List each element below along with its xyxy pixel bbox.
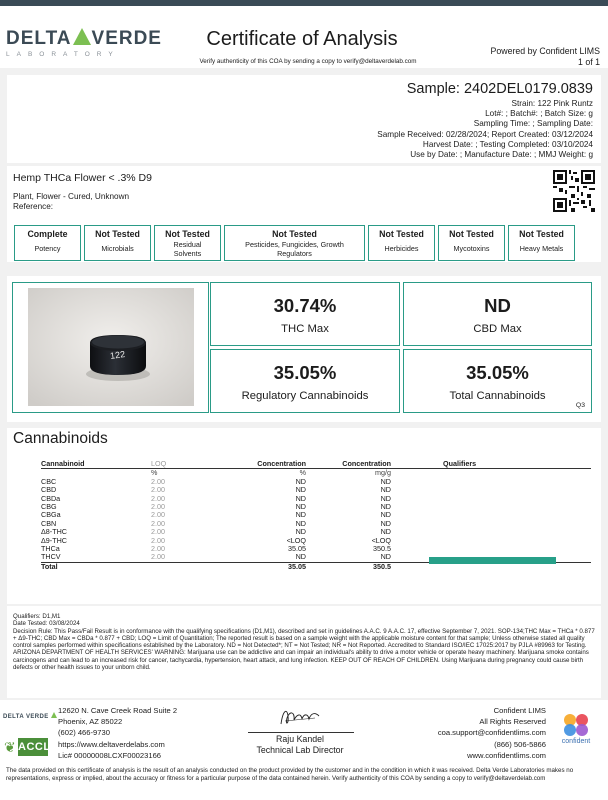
thc-max-label: THC Max xyxy=(281,323,329,335)
product-type-line: Plant, Flower - Cured, Unknown xyxy=(13,192,130,201)
test-label: Potency xyxy=(34,244,61,253)
sample-info-card xyxy=(7,75,601,163)
leaf-icon: ❦ xyxy=(4,739,16,755)
confident-logo-text: confident xyxy=(561,738,591,745)
logo-subtitle: LABORATORY xyxy=(6,51,120,58)
header xyxy=(0,6,608,68)
powered-by-text: Powered by Confident LIMS xyxy=(490,46,600,56)
cell-name: CBC xyxy=(41,476,57,486)
test-box-mycotoxins xyxy=(438,225,505,261)
col-loq: LOQ xyxy=(151,460,206,469)
signer-title: Technical Lab Director xyxy=(256,744,344,755)
thca-qualifier-bar xyxy=(429,557,556,564)
table-row xyxy=(41,478,591,486)
cell-loq: 2.00 xyxy=(151,535,165,545)
page-title: Certificate of Analysis xyxy=(206,28,398,50)
accl-accreditation-logo xyxy=(4,736,50,758)
cell-mg: 350.5 xyxy=(373,544,391,554)
cell-loq: 2.00 xyxy=(151,510,165,520)
cell-loq: 2.00 xyxy=(151,527,165,537)
cannabinoids-title: Cannabinoids xyxy=(13,430,108,447)
cell-name: Δ8-THC xyxy=(41,527,67,537)
cbd-max-label: CBD Max xyxy=(473,323,522,335)
footer xyxy=(0,700,608,764)
cell-pct: ND xyxy=(295,476,306,486)
delta-verde-logo xyxy=(6,28,162,58)
test-label: Herbicides xyxy=(384,244,419,253)
test-box-potency xyxy=(14,225,81,261)
product-name: Hemp THCa Flower < .3% D9 xyxy=(13,172,152,184)
cell-name: THCV xyxy=(41,552,61,562)
test-label: Residual Solvents xyxy=(173,240,202,258)
footer-logo-triangle-icon xyxy=(51,712,57,718)
table-row xyxy=(41,511,591,519)
notes xyxy=(13,613,597,671)
logo-text-left: DELTA xyxy=(6,28,72,49)
total-name: Total xyxy=(41,562,151,571)
cell-mg: ND xyxy=(380,476,391,486)
total-cannabinoids-value: 35.05% xyxy=(466,362,529,383)
powered-by xyxy=(490,46,600,68)
table-row xyxy=(41,503,591,511)
cell-qualifier xyxy=(391,520,591,528)
table-row xyxy=(41,528,591,536)
cell-loq: 2.00 xyxy=(151,502,165,512)
cell-mg: ND xyxy=(380,502,391,512)
table-row xyxy=(41,486,591,494)
cell-pct: 35.05 xyxy=(288,544,306,554)
sample-line: Lot#: ; Batch#: ; Batch Size: g xyxy=(485,109,593,119)
col-concentration-pct: Concentration xyxy=(206,460,306,469)
disclaimer xyxy=(0,764,608,800)
signer-block xyxy=(220,734,380,755)
cell-mg: ND xyxy=(380,485,391,495)
test-box-pesticides xyxy=(224,225,365,261)
date-tested-line: Date Tested: 03/08/2024 xyxy=(13,620,80,628)
test-label: Microbials xyxy=(101,244,134,253)
cell-qualifier xyxy=(391,495,591,503)
cell-mg: ND xyxy=(380,493,391,503)
cell-pct: ND xyxy=(295,510,306,520)
signature-line xyxy=(248,732,354,733)
col-cannabinoid: Cannabinoid xyxy=(41,460,151,469)
qr-code-icon[interactable] xyxy=(553,170,595,212)
col-qualifiers: Qualifiers xyxy=(391,460,591,469)
table-row xyxy=(41,545,591,553)
confident-logo-icon xyxy=(564,714,588,736)
cell-name: CBD xyxy=(41,485,57,495)
cell-pct: ND xyxy=(295,502,306,512)
lims-rights: All Rights Reserved xyxy=(479,717,546,727)
cell-qualifier xyxy=(391,486,591,494)
cell-qualifier xyxy=(391,511,591,519)
thc-max-value: 30.74% xyxy=(273,295,337,316)
cell-pct: ND xyxy=(295,527,306,537)
sample-id: Sample: 2402DEL0179.0839 xyxy=(406,81,593,97)
test-status: Not Tested xyxy=(95,229,140,239)
test-label: Mycotoxins xyxy=(453,244,490,253)
cell-mg: ND xyxy=(380,510,391,520)
sample-line: Sample Received: 02/28/2024; Report Created: 03/12/2024 xyxy=(377,129,593,139)
summary-card xyxy=(7,276,601,422)
sample-photo[interactable] xyxy=(28,288,194,406)
logo-text-right: VERDE xyxy=(91,28,162,49)
cell-name: THCa xyxy=(41,544,60,554)
footer-logo-text: DELTA VERDE xyxy=(3,714,49,720)
cell-qualifier xyxy=(391,478,591,486)
license-number: Lic# 00000008LCXF00023166 xyxy=(58,750,162,760)
cell-pct: ND xyxy=(295,518,306,528)
cell-mg: ND xyxy=(380,527,391,537)
test-box-microbials xyxy=(84,225,151,261)
cell-name: CBGa xyxy=(41,510,61,520)
cell-loq: 2.00 xyxy=(151,518,165,528)
test-label: Pesticides, Fungicides, Growth Regulators xyxy=(245,240,344,258)
cell-qualifier xyxy=(391,545,591,553)
cell-qualifier xyxy=(391,537,591,545)
signer-name: Raju Kandel xyxy=(276,734,324,744)
test-status: Not Tested xyxy=(272,229,317,239)
cell-loq: 2.00 xyxy=(151,485,165,495)
phone: (602) 466-9730 xyxy=(58,728,110,738)
cannabinoids-card xyxy=(7,428,601,604)
test-box-heavy-metals xyxy=(508,225,575,261)
accl-badge: ACCL xyxy=(18,738,48,756)
test-box-herbicides xyxy=(368,225,435,261)
cell-name: Δ9-THC xyxy=(41,535,67,545)
lims-phone: (866) 506-5866 xyxy=(494,739,546,749)
address-line: Phoenix, AZ 85022 xyxy=(58,717,123,727)
cell-pct: ND xyxy=(295,493,306,503)
test-status: Not Tested xyxy=(449,229,494,239)
cell-loq: 2.00 xyxy=(151,552,165,562)
regulatory-cannabinoids-box xyxy=(210,349,400,413)
test-status: Not Tested xyxy=(165,229,210,239)
cell-loq: 2.00 xyxy=(151,544,165,554)
test-status: Not Tested xyxy=(519,229,564,239)
cannabinoids-table xyxy=(41,460,591,571)
unit-pct: % xyxy=(299,468,306,478)
regulatory-cannabinoids-label: Regulatory Cannabinoids xyxy=(241,390,369,402)
cell-loq: 2.00 xyxy=(151,476,165,486)
cbd-max-box xyxy=(403,282,592,346)
cell-name: CBN xyxy=(41,518,57,528)
test-status: Complete xyxy=(27,229,68,239)
lims-name: Confident LIMS xyxy=(493,706,546,715)
signature-image xyxy=(275,704,325,730)
sample-line: Sampling Time: ; Sampling Date: xyxy=(473,119,593,129)
total-mg: 350.5 xyxy=(306,562,391,571)
cell-pct: ND xyxy=(295,485,306,495)
jar-label: 122 xyxy=(109,349,126,362)
test-status: Not Tested xyxy=(379,229,424,239)
cell-pct: <LOQ xyxy=(286,535,306,545)
total-pct: 35.05 xyxy=(206,562,306,571)
test-status-row xyxy=(14,225,575,261)
sample-line: Harvest Date: ; Testing Completed: 03/10/2024 xyxy=(422,139,593,149)
q3-badge: Q3 xyxy=(575,402,585,409)
lab-address xyxy=(58,705,177,761)
table-row xyxy=(41,520,591,528)
regulatory-cannabinoids-value: 35.05% xyxy=(273,362,337,383)
lims-email[interactable]: coa.support@confidentlims.com xyxy=(437,728,546,738)
cell-qualifier xyxy=(391,503,591,511)
sample-line: Strain: 122 Pink Runtz xyxy=(511,99,593,108)
website-link[interactable]: https://www.deltaverdelabs.com xyxy=(58,739,165,749)
table-header-row xyxy=(41,460,591,469)
total-empty-cell xyxy=(151,562,206,571)
disclaimer-text: The data provided on this certificate of analysis is the result of an analysis conducted on the product provided by the customer and in the condition in which it was received. Delta Verde Laboratories makes no representations, express or implied, about the accuracy or fitness for a particular purpose of the data contained herein. Verify authenticity of this COA by sending a copy to verify@deltaverdelab.com xyxy=(6,767,574,782)
page-number: 1 of 1 xyxy=(577,57,600,67)
table-row xyxy=(41,495,591,503)
verify-note: Verify authenticity of this COA by sending a copy to verify@deltaverdelab.com xyxy=(199,58,417,65)
qualifiers-line: Qualifiers: D1,M1 xyxy=(13,613,61,620)
cell-qualifier xyxy=(391,528,591,536)
confident-logo xyxy=(552,714,600,745)
cbd-max-value: ND xyxy=(484,295,511,316)
cell-loq: 2.00 xyxy=(151,493,165,503)
test-box-residual-solvents xyxy=(154,225,221,261)
total-cannabinoids-box xyxy=(403,349,592,413)
product-reference: Reference: xyxy=(13,202,54,211)
cell-name: CBG xyxy=(41,502,57,512)
col-concentration-mg: Concentration xyxy=(306,460,391,469)
table-row xyxy=(41,537,591,545)
address-line: 12620 N. Cave Creek Road Suite 2 xyxy=(58,706,178,715)
lims-website[interactable]: www.confidentlims.com xyxy=(467,750,546,760)
cell-mg: <LOQ xyxy=(371,535,391,545)
cell-pct: ND xyxy=(295,552,306,562)
cell-mg: ND xyxy=(380,518,391,528)
thc-max-box xyxy=(210,282,400,346)
logo-triangle-icon xyxy=(73,28,91,45)
footer-logo xyxy=(3,712,57,720)
sample-details xyxy=(377,99,593,160)
cell-mg: ND xyxy=(380,552,391,562)
product-type xyxy=(13,192,129,212)
test-label: Heavy Metals xyxy=(519,244,564,253)
decision-rule-text: Decision Rule: This Pass/Fail Result is in conformance with the qualifying specifications (D1,M1), described and set in guidelines A.A.C. 9 A.A.C. 17, effective September 7, 2021. SOP-134;THC Max = THCa * 0.877 + Δ9-THC; CBD Max = CBDa * 0.877 + CBD; LOQ = Limit of Quantitation; The reported result is based on a sample weight with the applicable moisture content for that sample; Unless otherwise stated all quality control samples performed within specifications established by the Laboratory. ND = Not Detected*; NT = Not Tested; NR = Not Reported. Accredited to Standard ISO/IEC 17025:2017 by PJLA #89963 for Testing. ARIZONA DEPARTMENT OF HEALTH SERVICES' WARNING: Marijuana use can be addictive and can impair an individual's ability to drive a motor vehicle or operate heavy machinery. Marijuana smoke contains carcinogens and can lead to an increased risk for cancer, tachycardia, hypertension, heart attack, and lung infection. KEEP OUT OF REACH OF CHILDREN. Using Marijuana during pregnancy could cause birth defects or other health issues to your unborn child. xyxy=(13,627,595,672)
unit-loq: % xyxy=(151,468,158,478)
total-cannabinoids-label: Total Cannabinoids xyxy=(449,390,546,402)
cell-name: CBDa xyxy=(41,493,61,503)
lims-contact xyxy=(438,705,546,761)
unit-mg: mg/g xyxy=(375,468,391,478)
notes-card xyxy=(7,606,601,698)
sample-line: Use by Date: ; Manufacture Date: ; MMJ Weight: g xyxy=(410,150,593,160)
sample-photo-frame xyxy=(12,282,209,413)
units-row xyxy=(41,469,591,478)
